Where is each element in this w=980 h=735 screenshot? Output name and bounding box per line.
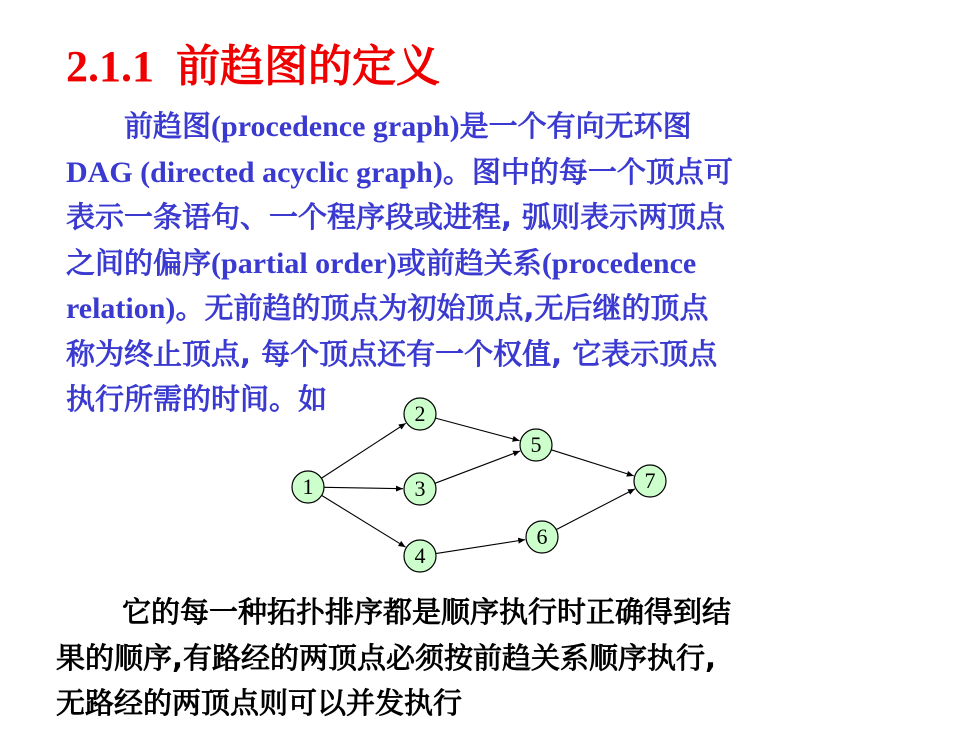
topological-sort-paragraph [56,590,946,727]
node-5 [520,429,552,461]
node-6 [526,521,558,553]
node-label: 1 [302,474,314,499]
node-label: 7 [644,468,656,493]
definition-paragraph [66,104,946,423]
text-run: 表示一条语句、一个程序段或进程, 弧则表示两顶点 [66,200,726,234]
precedence-graph-diagram [280,392,680,582]
paragraph-line: 它的每一种拓扑排序都是顺序执行时正确得到结 [122,595,732,629]
text-run: 。无前趋的顶点为初始顶点,无后继的顶点 [175,291,709,325]
edge-5-7 [551,450,634,476]
paragraph-line [66,332,946,378]
text-run: 之间的偏序 [66,245,212,280]
graph-svg [280,392,680,582]
edge-4-6 [436,540,525,554]
edge-1-3 [324,487,403,488]
text-run: (procedence [541,246,697,280]
text-run: 前趋图 [124,109,212,143]
node-1 [292,471,324,503]
paragraph-line [66,241,946,287]
edge-3-5 [435,451,520,483]
text-run: DAG (directed acyclic graph) [66,155,443,189]
text-run: 称为终止顶点, 每个顶点还有一个权值, 它表示顶点 [66,336,718,371]
text-run: (procedence graph) [211,110,460,143]
text-run: relation) [66,292,176,325]
node-label: 3 [414,476,426,501]
text-run: 。图中的每一个顶点可 [442,154,733,189]
paragraph-line [66,195,946,241]
paragraph-line [66,286,946,332]
text-run: 是一个有向无环图 [459,109,692,143]
node-2 [404,398,436,430]
slide-title [66,30,440,100]
paragraph-line [66,150,946,196]
edge-2-5 [435,418,519,440]
text-run: 或前趋关系 [396,245,542,280]
node-label: 5 [530,432,542,457]
node-label: 6 [536,524,548,549]
edge-1-2 [321,423,405,478]
title-text: 前趋图的定义 [176,41,440,92]
text-run: 执行所需的时间。如 [66,382,328,416]
node-4 [404,540,436,572]
text-run: (partial order) [211,246,397,280]
paragraph-line [66,104,946,150]
node-7 [634,465,666,497]
paragraph-line: 无路经的两顶点则可以并发执行 [56,686,463,720]
node-label: 2 [414,401,426,426]
paragraph-line: 果的顺序,有路经的两顶点必须按前趋关系顺序执行, [56,640,717,675]
edge-1-4 [322,495,406,547]
section-number: 2.1.1 [66,42,154,91]
node-3 [404,473,436,505]
node-label: 4 [414,543,426,568]
edge-6-7 [556,489,635,530]
